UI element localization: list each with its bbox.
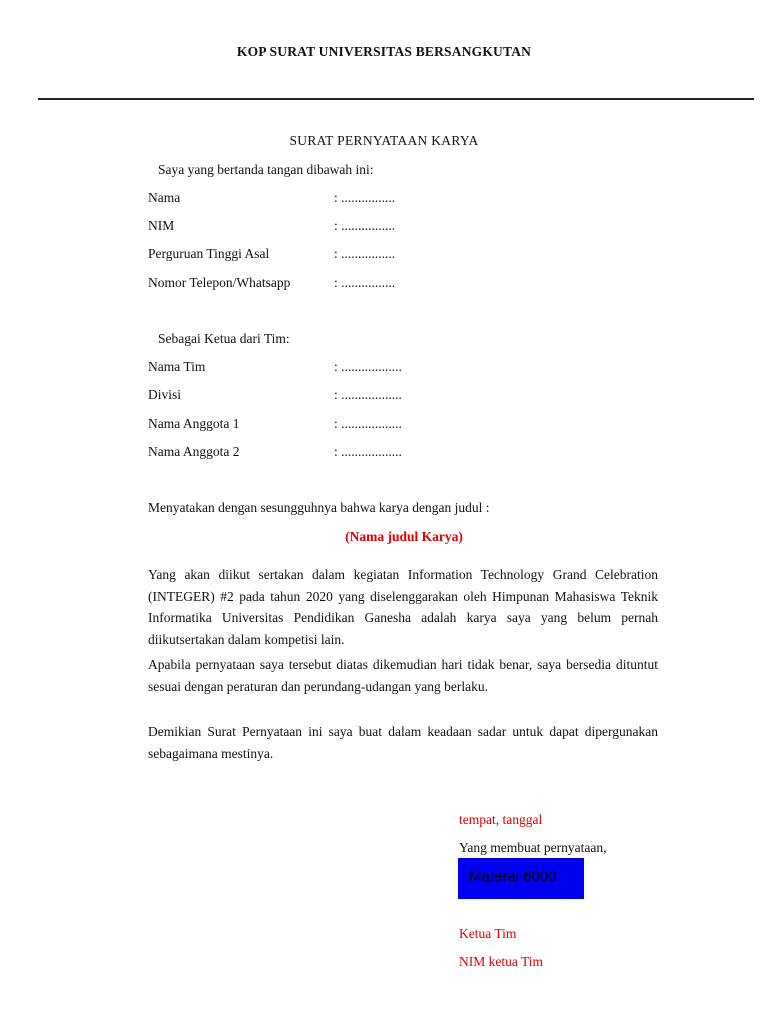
field-value: : ..................	[334, 444, 402, 459]
work-title: (Nama judul Karya)	[345, 529, 463, 544]
paragraph-closing: Demikian Surat Pernyataan ini saya buat dalam keadaan sadar untuk dapat dipergunakan sebagaimana mestinya.	[148, 724, 658, 761]
intro-text: Saya yang bertanda tangan dibawah ini:	[158, 162, 374, 177]
letterhead: KOP SURAT UNIVERSITAS BERSANGKUTAN	[236, 44, 532, 59]
document-title: SURAT PERNYATAAN KARYA	[289, 133, 479, 148]
field-label: Nama Tim	[148, 359, 206, 374]
field-label: Perguruan Tinggi Asal	[148, 246, 270, 261]
signature-maker: Yang membuat pernyataan,	[459, 840, 607, 855]
field-value: : ..................	[334, 416, 402, 431]
field-value: : ................	[334, 275, 396, 290]
field-label: Nama	[148, 190, 181, 205]
place-date: tempat, tanggal	[459, 812, 543, 827]
paragraph-participation: Yang akan diikut sertakan dalam kegiatan Information Technology Grand Celebration (INTEGER) #2 pada tahun 2020 yang diselenggarakan oleh Himpunan Mahasiswa Teknik Informatika Universitas Pendidikan Ganesha adalah karya saya yang belum pernah diikutsertakan dalam kompetisi lain.	[148, 567, 658, 647]
field-value: : ..................	[334, 387, 402, 402]
field-value: : ................	[334, 190, 396, 205]
field-label: Divisi	[148, 387, 182, 402]
signer-nim: NIM ketua Tim	[459, 954, 544, 969]
signer-name: Ketua Tim	[459, 926, 517, 941]
statement-text: Menyatakan dengan sesungguhnya bahwa karya dengan judul :	[148, 500, 490, 515]
letterhead-rule	[38, 98, 754, 100]
team-intro-text: Sebagai Ketua dari Tim:	[158, 331, 290, 346]
stamp-duty-box: Materai 6000	[458, 858, 584, 899]
field-label: Nama Anggota 2	[148, 444, 240, 459]
field-value: : ................	[334, 218, 396, 233]
paragraph-liability: Apabila pernyataan saya tersebut diatas dikemudian hari tidak benar, saya bersedia dituntut sesuai dengan peraturan dan perundang-udangan yang berlaku.	[148, 657, 658, 694]
field-value: : ..................	[334, 359, 402, 374]
field-value: : ................	[334, 246, 396, 261]
field-label: Nomor Telepon/Whatsapp	[148, 275, 291, 290]
field-label: NIM	[148, 218, 175, 233]
field-label: Nama Anggota 1	[148, 416, 240, 431]
